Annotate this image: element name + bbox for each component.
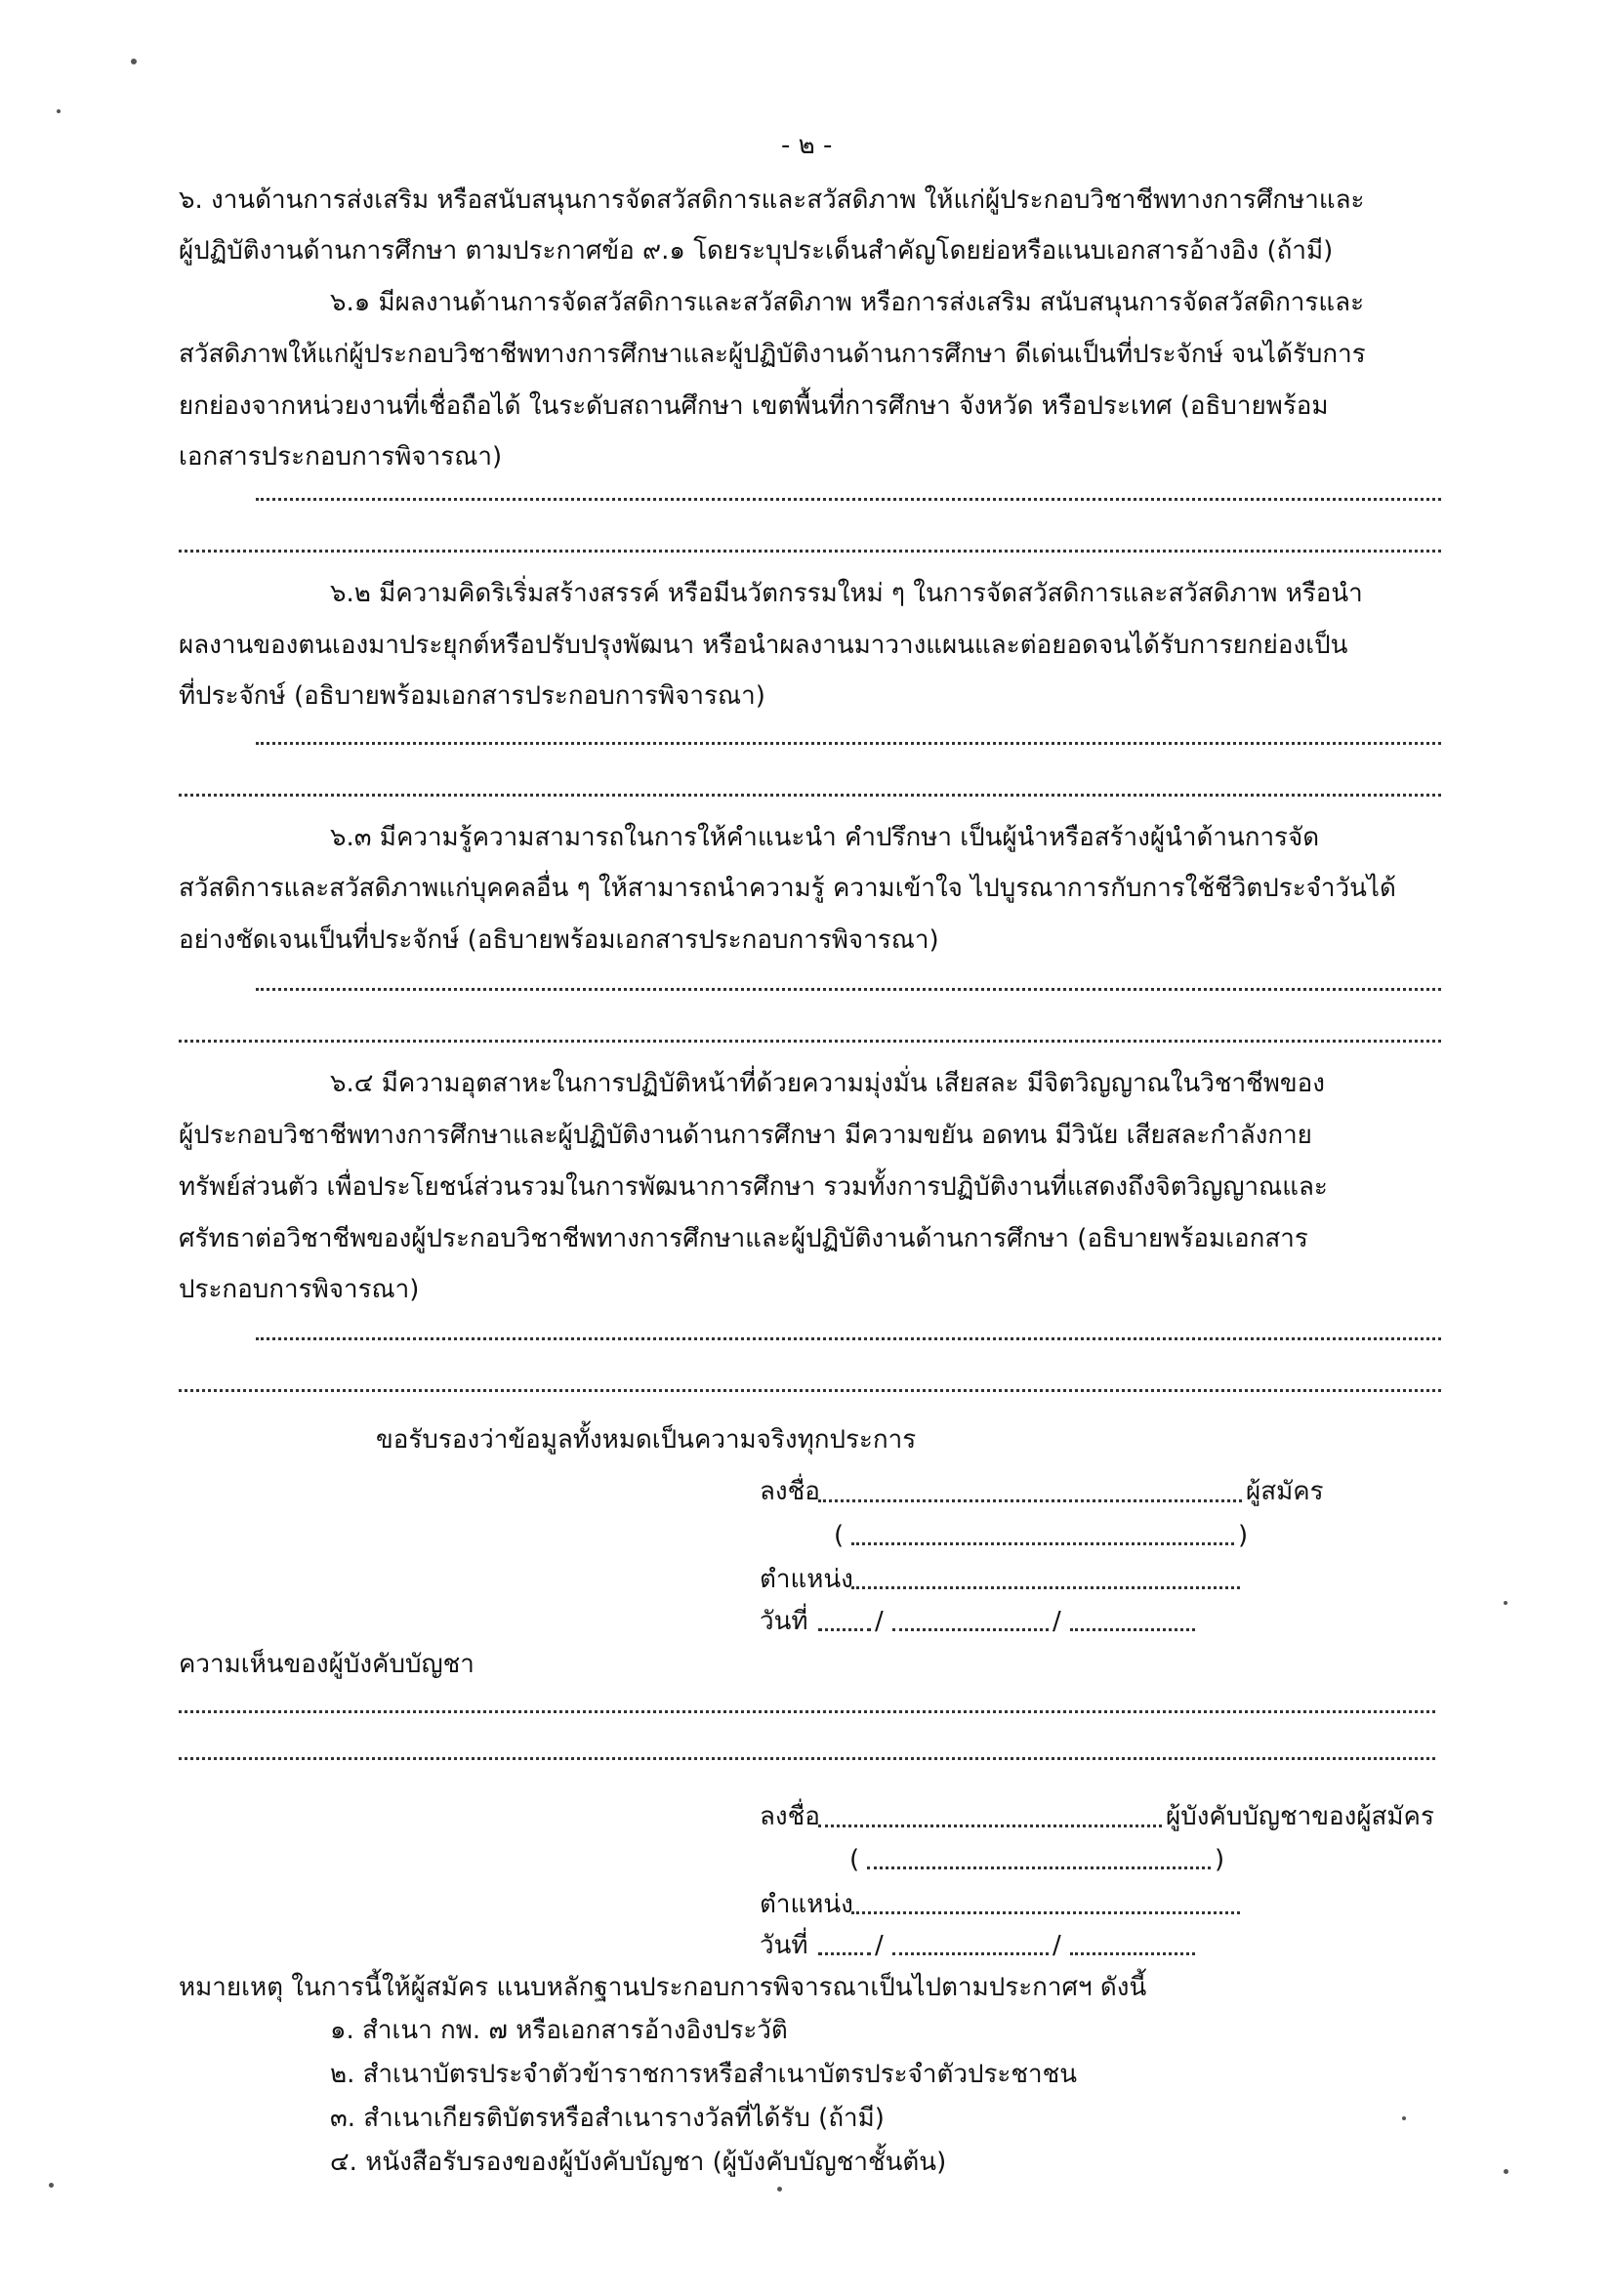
item-6-4-line-4: ศรัทธาต่อวิชาชีพของผู้ประกอบวิชาชีพทางการศึกษาและผู้ปฏิบัติงานด้านการศึกษา (อธิบายพร้อมเอกสาร	[179, 1224, 1308, 1253]
supervisor-paren-close: )	[1215, 1845, 1225, 1874]
supervisor-paren-open: (	[849, 1845, 860, 1874]
applicant-date-month-field[interactable]	[892, 1628, 1049, 1631]
date-slash: /	[1053, 1931, 1061, 1960]
applicant-paren-open: (	[834, 1521, 845, 1550]
supervisor-position-label: ตำแหน่ง	[760, 1890, 853, 1919]
applicant-sign-label: ลงชื่อ	[760, 1477, 820, 1506]
certification-statement: ขอรับรองว่าข้อมูลทั้งหมดเป็นความจริงทุกประการ	[376, 1425, 917, 1455]
scan-speck	[131, 59, 137, 64]
item-6-3-line-2: สวัสดิการและสวัสดิภาพแก่บุคคลอื่น ๆ ให้สามารถนำความรู้ ความเข้าใจ ไปบูรณาการกับการใช้ชีวิตประจำวันได้	[179, 874, 1396, 903]
applicant-name-field[interactable]	[851, 1542, 1234, 1545]
applicant-date-day-field[interactable]	[818, 1628, 871, 1631]
note-item: ๑. สำเนา กพ. ๗ หรือเอกสารอ้างอิงประวัติ	[330, 2016, 788, 2045]
supervisor-signature-field[interactable]	[818, 1824, 1162, 1827]
applicant-paren-close: )	[1238, 1521, 1249, 1550]
supervisor-sign-label: ลงชื่อ	[760, 1802, 820, 1831]
date-slash: /	[875, 1607, 884, 1636]
date-slash: /	[1053, 1607, 1061, 1636]
page-number: - ๒ -	[781, 131, 833, 160]
item-6-2-line-2: ผลงานของตนเองมาประยุกต์หรือปรับปรุงพัฒนา หรือนำผลงานมาวางแผนและต่อยอดจนได้รับการยกย่องเป็น	[179, 631, 1348, 660]
applicant-position-field[interactable]	[851, 1586, 1240, 1589]
supervisor-opinion-line[interactable]	[179, 1757, 1435, 1760]
item-6-1-line-2: สวัสดิภาพให้แก่ผู้ประกอบวิชาชีพทางการศึกษาและผู้ปฏิบัติงานด้านการศึกษา ดีเด่นเป็นที่ประจักษ์ จนได้รับการ	[179, 340, 1366, 369]
supervisor-date-label: วันที่	[760, 1931, 808, 1960]
answer-line[interactable]	[256, 742, 1441, 745]
supervisor-opinion-line[interactable]	[179, 1710, 1435, 1713]
supervisor-heading: ความเห็นของผู้บังคับบัญชา	[179, 1650, 475, 1679]
item-6-3-line-1: ๖.๓ มีความรู้ความสามารถในการให้คำแนะนำ คำปรึกษา เป็นผู้นำหรือสร้างผู้นำด้านการจัด	[330, 823, 1320, 852]
answer-line[interactable]	[179, 1389, 1441, 1392]
scan-speck	[49, 2183, 54, 2188]
applicant-position-label: ตำแหน่ง	[760, 1565, 853, 1594]
item-6-3-line-3: อย่างชัดเจนเป็นที่ประจักษ์ (อธิบายพร้อมเอกสารประกอบการพิจารณา)	[179, 925, 939, 955]
supervisor-date-day-field[interactable]	[818, 1952, 871, 1955]
supervisor-position-field[interactable]	[851, 1911, 1240, 1914]
answer-line[interactable]	[179, 550, 1441, 553]
item-6-2-line-3: ที่ประจักษ์ (อธิบายพร้อมเอกสารประกอบการพิจารณา)	[179, 681, 765, 711]
supervisor-sign-suffix: ผู้บังคับบัญชาของผู้สมัคร	[1166, 1802, 1434, 1831]
answer-line[interactable]	[256, 988, 1441, 991]
supervisor-date-month-field[interactable]	[892, 1952, 1049, 1955]
applicant-sign-suffix: ผู้สมัคร	[1246, 1477, 1324, 1506]
answer-line[interactable]	[179, 794, 1441, 797]
section-title-line-2: ผู้ปฏิบัติงานด้านการศึกษา ตามประกาศข้อ ๙.๑ โดยระบุประเด็นสำคัญโดยย่อหรือแนบเอกสารอ้างอิง (ถ้ามี)	[179, 236, 1334, 266]
section-title-line-1: ๖. งานด้านการส่งเสริม หรือสนับสนุนการจัดสวัสดิการและสวัสดิภาพ ให้แก่ผู้ประกอบวิชาชีพทางการศึกษาและ	[179, 185, 1365, 215]
answer-line[interactable]	[179, 1040, 1441, 1043]
applicant-signature-field[interactable]	[818, 1499, 1242, 1502]
applicant-date-label: วันที่	[760, 1607, 808, 1636]
supervisor-name-field[interactable]	[867, 1866, 1211, 1869]
item-6-4-line-3: ทรัพย์ส่วนตัว เพื่อประโยชน์ส่วนรวมในการพัฒนาการศึกษา รวมทั้งการปฏิบัติงานที่แสดงถึงจิตวิญญาณและ	[179, 1172, 1328, 1202]
answer-line[interactable]	[256, 1337, 1441, 1340]
item-6-4-line-2: ผู้ประกอบวิชาชีพทางการศึกษาและผู้ปฏิบัติงานด้านการศึกษา มีความขยัน อดทน มีวินัย เสียสละกำลังกาย	[179, 1121, 1312, 1150]
scan-speck	[1504, 1601, 1507, 1605]
item-6-1-line-4: เอกสารประกอบการพิจารณา)	[179, 442, 503, 472]
supervisor-date-year-field[interactable]	[1070, 1952, 1195, 1955]
scan-speck	[57, 109, 61, 113]
item-6-4-line-5: ประกอบการพิจารณา)	[179, 1275, 420, 1304]
item-6-1-line-3: ยกย่องจากหน่วยงานที่เชื่อถือได้ ในระดับสถานศึกษา เขตพื้นที่การศึกษา จังหวัด หรือประเทศ (อธิบายพร้อม	[179, 391, 1329, 421]
scan-speck	[777, 2187, 782, 2192]
answer-line[interactable]	[256, 498, 1441, 501]
item-6-2-line-1: ๖.๒ มีความคิดริเริ่มสร้างสรรค์ หรือมีนวัตกรรมใหม่ ๆ ในการจัดสวัสดิการและสวัสดิภาพ หรือนำ	[330, 579, 1363, 608]
scan-speck	[1402, 2116, 1406, 2120]
note-heading: หมายเหตุ ในการนี้ให้ผู้สมัคร แนบหลักฐานประกอบการพิจารณาเป็นไปตามประกาศฯ ดังนี้	[179, 1973, 1147, 2002]
note-item: ๒. สำเนาบัตรประจำตัวข้าราชการหรือสำเนาบัตรประจำตัวประชาชน	[330, 2060, 1078, 2089]
applicant-date-year-field[interactable]	[1070, 1628, 1195, 1631]
item-6-4-line-1: ๖.๔ มีความอุตสาหะในการปฏิบัติหน้าที่ด้วยความมุ่งมั่น เสียสละ มีจิตวิญญาณในวิชาชีพของ	[330, 1069, 1325, 1098]
scan-speck	[1504, 2169, 1508, 2174]
item-6-1-line-1: ๖.๑ มีผลงานด้านการจัดสวัสดิการและสวัสดิภาพ หรือการส่งเสริม สนับสนุนการจัดสวัสดิการและ	[330, 288, 1365, 317]
note-item: ๓. สำเนาเกียรติบัตรหรือสำเนารางวัลที่ได้รับ (ถ้ามี)	[330, 2104, 885, 2133]
date-slash: /	[875, 1931, 884, 1960]
note-item: ๔. หนังสือรับรองของผู้บังคับบัญชา (ผู้บังคับบัญชาชั้นต้น)	[330, 2148, 947, 2177]
